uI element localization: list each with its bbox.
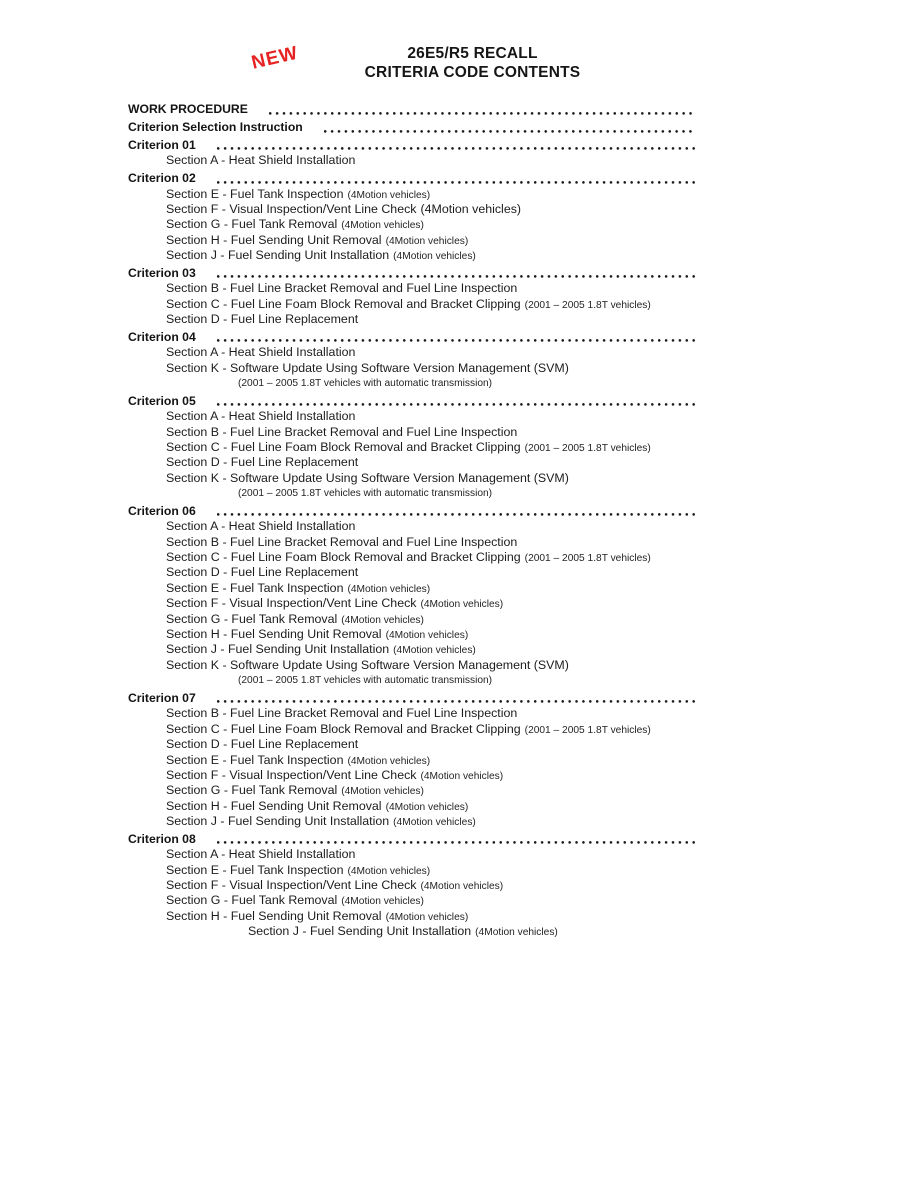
dot-leader [217, 275, 695, 278]
dot-leader [217, 700, 695, 703]
toc-section [128, 909, 695, 924]
toc-continuation [128, 673, 695, 688]
toc-section-note: (4Motion vehicles) [420, 881, 504, 893]
toc-section [128, 409, 695, 424]
toc-section-note: (4Motion vehicles) [341, 896, 424, 908]
toc-section [128, 612, 695, 627]
toc-section [128, 550, 695, 565]
toc-heading-label: Criterion 02 [128, 171, 196, 186]
toc-section-label: Section E - Fuel Tank Inspection [166, 186, 344, 201]
toc-heading [128, 138, 695, 153]
toc-section-label: Section F - Visual Inspection/Vent Line Check [166, 878, 417, 893]
toc-section-note: (2001 – 2005 1.8T vehicles) [524, 442, 651, 454]
dot-leader [269, 112, 695, 115]
toc-section [128, 847, 695, 862]
toc-section-note: (4Motion vehicles) [347, 189, 431, 201]
toc-section-label: Section E - Fuel Tank Inspection [166, 752, 344, 767]
toc-heading [128, 330, 695, 345]
toc-section-label: Section G - Fuel Tank Removal [166, 611, 338, 626]
toc-section-note: (4Motion vehicles) [393, 251, 476, 263]
toc-section [128, 893, 695, 908]
toc-section [128, 361, 695, 376]
toc-section [128, 248, 695, 263]
toc-section-label: Section D - Fuel Line Replacement [166, 565, 359, 580]
toc-section-label: Section C - Fuel Line Foam Block Removal and Bracket Clipping [166, 721, 521, 736]
toc-heading-label: WORK PROCEDURE [128, 102, 248, 117]
title-line-2: CRITERIA CODE CONTENTS [364, 64, 581, 81]
toc-section [128, 722, 695, 737]
toc-continuation-label: (2001 – 2005 1.8T vehicles with automatic transmission) [238, 675, 493, 687]
toc-section-label: Section F - Visual Inspection/Vent Line Check [166, 201, 417, 216]
toc-section-note: (4Motion vehicles) [347, 865, 431, 877]
dot-leader [217, 181, 695, 184]
toc-section [128, 297, 695, 312]
toc-section-note: (2001 – 2005 1.8T vehicles) [524, 299, 651, 311]
toc-heading-label: Criterion 08 [128, 831, 196, 846]
toc-section-note: (4Motion vehicles) [385, 630, 469, 642]
toc-continuation-label: (2001 – 2005 1.8T vehicles with automatic transmission) [238, 377, 493, 389]
toc-section [128, 471, 695, 486]
toc-section [128, 737, 695, 752]
toc-section [128, 565, 695, 580]
toc-section [128, 535, 695, 550]
toc-heading-label: Criterion 05 [128, 393, 196, 408]
toc-section-label: Section D - Fuel Line Replacement [166, 737, 359, 752]
toc-section [128, 878, 695, 893]
toc-section [128, 753, 695, 768]
toc-section-note: (4Motion vehicles) [420, 599, 504, 611]
toc-section [128, 217, 695, 232]
toc-heading [128, 120, 695, 135]
toc-section [128, 799, 695, 814]
toc-section-note: (2001 – 2005 1.8T vehicles) [524, 724, 651, 736]
toc-section-label: Section H - Fuel Sending Unit Removal [166, 627, 382, 642]
toc-section-label: Section F - Visual Inspection/Vent Line Check [166, 767, 417, 782]
toc-section [128, 153, 695, 168]
toc-continuation-label: (2001 – 2005 1.8T vehicles with automatic transmission) [238, 488, 493, 500]
toc-heading [128, 171, 695, 186]
toc-section-label: Section J - Fuel Sending Unit Installation [248, 924, 472, 939]
toc-section [128, 581, 695, 596]
toc-section-label: Section J - Fuel Sending Unit Installation [166, 814, 390, 829]
toc-section-label: Section A - Heat Shield Installation [166, 847, 356, 862]
toc-section [128, 455, 695, 470]
dot-leader [217, 339, 695, 342]
dot-leader [324, 130, 695, 133]
toc-section-note: (4Motion vehicles) [385, 235, 469, 247]
toc-section [128, 312, 695, 327]
toc-section-label: Section G - Fuel Tank Removal [166, 783, 338, 798]
toc-section-label: Section G - Fuel Tank Removal [166, 217, 338, 232]
toc-section-label: Section C - Fuel Line Foam Block Removal and Bracket Clipping [166, 296, 521, 311]
toc-section-label: Section H - Fuel Sending Unit Removal [166, 908, 382, 923]
toc-heading [128, 832, 695, 847]
toc-section-note: (4Motion vehicles) [341, 614, 424, 626]
dot-leader [217, 513, 695, 516]
toc-section [128, 187, 695, 202]
toc-section-label: Section C - Fuel Line Foam Block Removal and Bracket Clipping [166, 439, 521, 454]
toc-section-note: (4Motion vehicles) [341, 786, 424, 798]
dot-leader [217, 147, 695, 150]
toc-section [128, 596, 695, 611]
toc-section-label: Section A - Heat Shield Installation [166, 153, 356, 168]
toc-heading-label: Criterion 06 [128, 503, 196, 518]
toc-section-label: Section A - Heat Shield Installation [166, 345, 356, 360]
toc-section-label: Section B - Fuel Line Bracket Removal and Fuel Line Inspection [166, 281, 518, 296]
toc-section [128, 425, 695, 440]
criteria-toc [128, 100, 695, 940]
document-title [322, 44, 623, 82]
toc-section [128, 658, 695, 673]
toc-section-label: Section B - Fuel Line Bracket Removal and Fuel Line Inspection [166, 424, 518, 439]
toc-section-label: Section J - Fuel Sending Unit Installation [166, 248, 390, 263]
toc-section-note: (4Motion vehicles) [347, 583, 431, 595]
toc-section-label: Section B - Fuel Line Bracket Removal and Fuel Line Inspection [166, 534, 518, 549]
toc-heading-label: Criterion 07 [128, 690, 196, 705]
toc-section-note: (4Motion vehicles) [393, 645, 476, 657]
toc-heading [128, 102, 695, 117]
dot-leader [217, 403, 695, 406]
toc-section-label: Section H - Fuel Sending Unit Removal [166, 232, 382, 247]
toc-continuation [128, 376, 695, 391]
toc-section-note: (4Motion vehicles) [420, 770, 504, 782]
toc-section [128, 768, 695, 783]
toc-section-note: (4Motion vehicles) [385, 801, 469, 813]
toc-section-label: Section E - Fuel Tank Inspection [166, 862, 344, 877]
toc-heading-label: Criterion 03 [128, 265, 196, 280]
toc-section [128, 642, 695, 657]
toc-section [128, 233, 695, 248]
toc-section [128, 281, 695, 296]
toc-section [128, 783, 695, 798]
toc-section [128, 706, 695, 721]
toc-section-note: (4Motion vehicles) [341, 220, 424, 232]
toc-heading [128, 394, 695, 409]
toc-section-label: Section A - Heat Shield Installation [166, 519, 356, 534]
toc-section [128, 924, 695, 939]
toc-heading [128, 691, 695, 706]
toc-section-label: Section F - Visual Inspection/Vent Line Check [166, 596, 417, 611]
toc-section-note: (4Motion vehicles) [475, 927, 558, 939]
toc-section-label: Section G - Fuel Tank Removal [166, 893, 338, 908]
toc-section-note: (4Motion vehicles) [347, 755, 431, 767]
dot-leader [217, 841, 695, 844]
toc-section [128, 814, 695, 829]
toc-section-label: Section K - Software Update Using Software Version Management (SVM) [166, 657, 569, 672]
toc-section-note: (2001 – 2005 1.8T vehicles) [524, 553, 651, 565]
toc-heading [128, 504, 695, 519]
toc-heading-label: Criterion 04 [128, 329, 196, 344]
toc-section [128, 627, 695, 642]
toc-heading-label: Criterion Selection Instruction [128, 120, 303, 135]
new-stamp: NEW [249, 42, 301, 74]
toc-section-label: Section K - Software Update Using Software Version Management (SVM) [166, 360, 569, 375]
toc-section [128, 345, 695, 360]
toc-continuation [128, 486, 695, 501]
toc-heading [128, 266, 695, 281]
toc-heading-label: Criterion 01 [128, 137, 196, 152]
toc-section-label: Section A - Heat Shield Installation [166, 409, 356, 424]
toc-section [128, 519, 695, 534]
toc-section-label: Section E - Fuel Tank Inspection [166, 580, 344, 595]
toc-section [128, 440, 695, 455]
toc-section-label: Section B - Fuel Line Bracket Removal and Fuel Line Inspection [166, 706, 518, 721]
toc-section-note: (4Motion vehicles) [420, 201, 522, 216]
toc-section-label: Section C - Fuel Line Foam Block Removal and Bracket Clipping [166, 550, 521, 565]
toc-section [128, 202, 695, 217]
toc-section-note: (4Motion vehicles) [393, 817, 476, 829]
title-line-1: 26E5/R5 RECALL [407, 45, 538, 62]
toc-section-label: Section D - Fuel Line Replacement [166, 455, 359, 470]
toc-section-label: Section J - Fuel Sending Unit Installation [166, 642, 390, 657]
toc-section [128, 863, 695, 878]
toc-section-label: Section D - Fuel Line Replacement [166, 312, 359, 327]
toc-section-note: (4Motion vehicles) [385, 911, 469, 923]
toc-section-label: Section K - Software Update Using Software Version Management (SVM) [166, 470, 569, 485]
toc-section-label: Section H - Fuel Sending Unit Removal [166, 798, 382, 813]
